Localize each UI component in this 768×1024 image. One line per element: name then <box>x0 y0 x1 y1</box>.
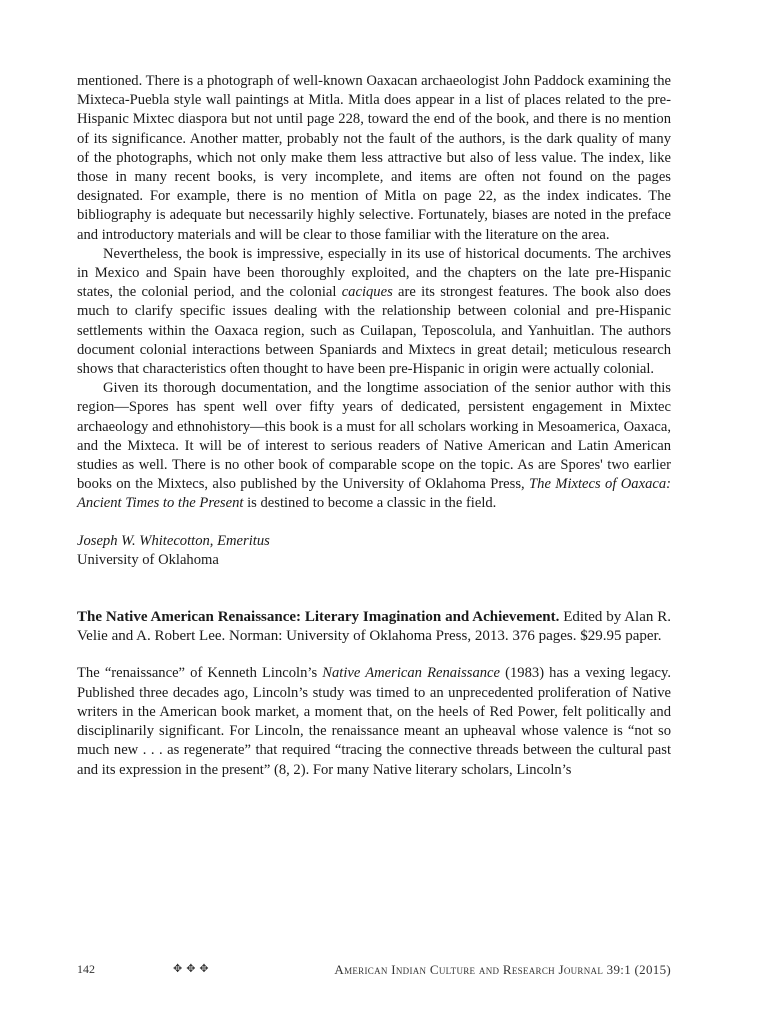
review-book-details: Edited by Alan R. Velie and A. Robert Lee. Norman: University of Oklahoma Press, 2013. 376 pages. $29.95 paper. <box>77 609 671 645</box>
italic-term: caciques <box>341 284 393 301</box>
journal-running-footer: American Indian Culture and Research Journal 39:1 (2015) <box>334 962 671 977</box>
paragraph-3: Given its thorough documentation, and the longtime association of the senior author with this region—Spores has spent well over fifty years of dedicated, persistent engagement in Mixtec archaeology and ethnohistory—this book is a must for all scholars working in Mesoamerica, Oaxaca, and the Mixteca. It will be of interest to serious readers of Native American and Latin American studies as well. There is no other book of comparable scope on the topic. As are Spores' two earlier books on the Mixtecs, also published by the University of Oklahoma Press, The Mixtecs of Oaxaca: Ancient Times to the Present is destined to become a classic in the field. <box>77 380 672 512</box>
italic-book-title: Native American Renaissance <box>322 665 501 682</box>
reviewer-affiliation: University of Oklahoma <box>77 551 219 568</box>
paragraph-1: mentioned. There is a photograph of well-known Oaxacan archaeologist John Paddock examining the Mixteca-Puebla style wall paintings at Mitla. Mitla does appear in a list of places related to the pre-Hispanic Mixtec diaspora but not until page 228, toward the end of the book, and there is no mention of its significance. Another matter, probably not the fault of the authors, is the dark quality of many of the photographs, which not only make them less attractive but also of less value. The index, like those in many recent books, is very incomplete, and items are often not found on the pages designated. For example, there is no mention of Mitla on page 22, as the index indicates. The bibliography is adequate but necessarily highly selective. Fortunately, biases are noted in the preface and introductory materials and will be clear to those familiar with the literature on the area. <box>77 73 671 243</box>
reviewer-name: Joseph W. Whitecotton, Emeritus <box>77 532 270 549</box>
review-book-title: The Native American Renaissance: Literary Imagination and Achievement. <box>77 609 560 626</box>
review-heading <box>77 608 671 646</box>
ornament-icon: ✥✥✥ <box>173 962 213 975</box>
review-paragraph-1: The “renaissance” of Kenneth Lincoln’s Native American Renaissance (1983) has a vexing legacy. Published three decades ago, Lincoln’s study was timed to an unprecedented proliferation of Native writers in the American book market, a moment that, on the heels of Red Power, felt politically and disciplinarily significant. For Lincoln, the renaissance meant an upheaval whose valence is “not so much new . . . as regenerate” that required “tracing the connective threads between the cultural past and its expression in the present” (8, 2). For many Native literary scholars, Lincoln’s <box>77 665 671 778</box>
book-title-italic: The Mixtecs of Oaxaca: Ancient Times to the Present <box>77 476 672 512</box>
page-footer <box>77 962 671 980</box>
page-number: 142 <box>77 962 95 976</box>
page-body <box>77 72 671 780</box>
paragraph-2: Nevertheless, the book is impressive, especially in its use of historical documents. The archives in Mexico and Spain have been thoroughly exploited, and the chapters on the late pre-Hispanic states, the colonial period, and the colonial caciques are its strongest features. The book also does much to clarify specific issues dealing with the relationship between colonial and pre-Hispanic settlements within the Oaxaca region, such as Cuilapan, Teposcolula, and Yanhuitlan. The authors document colonial interactions between Spaniards and Mixtecs in great detail; meticulous research shows that characteristics often thought to have been pre-Hispanic in origin were actually colonial. <box>77 245 671 378</box>
